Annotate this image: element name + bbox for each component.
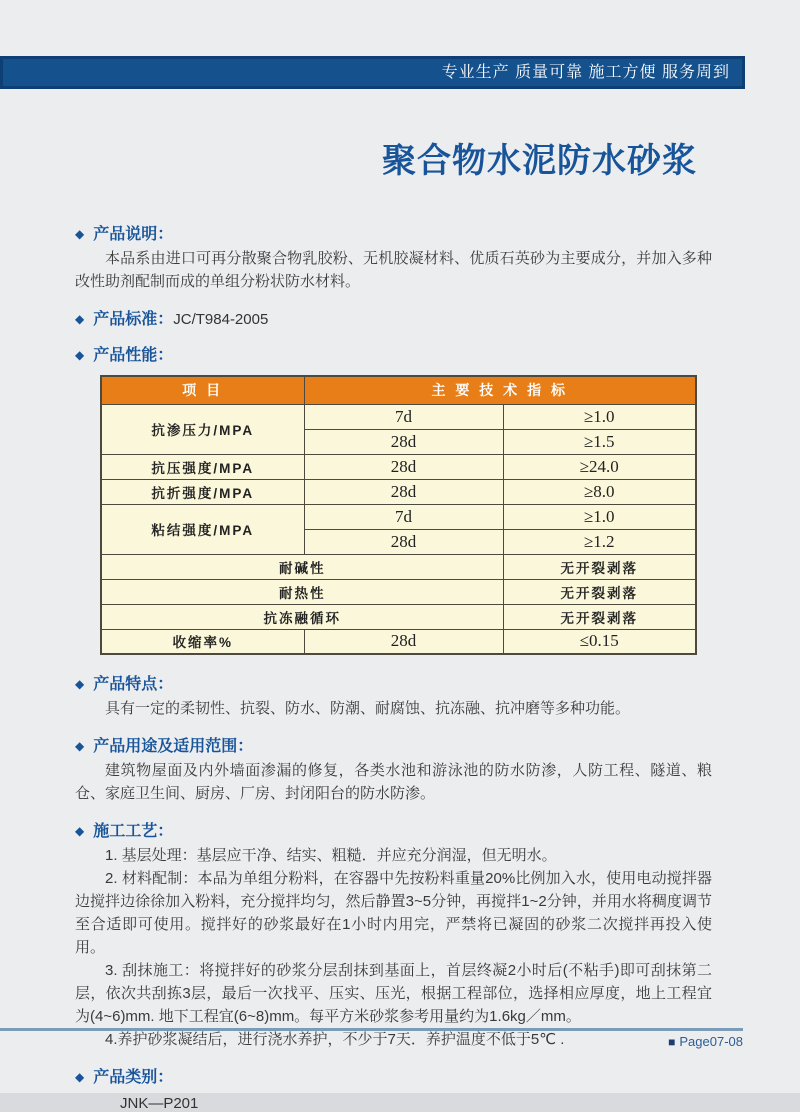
diamond-bullet-icon: ◆ — [75, 227, 85, 241]
process-step-3: 3. 刮抹施工：将搅拌好的砂浆分层刮抹到基面上，首层终凝2小时后(不粘手)即可刮抹第二层，依次共刮拣3层，最后一次找平、压实、压光，根据工程部位，选择相应厚度，地上工程宜为(4~6)mm. 地下工程宜(6~8)mm。每平方米砂浆参考用量约为1.6kg／mm。 — [75, 962, 712, 1025]
section-title: 产品说明： — [93, 226, 174, 243]
section-heading-process — [75, 818, 712, 841]
diamond-bullet-icon: ◆ — [75, 824, 85, 838]
table-row — [101, 554, 696, 579]
table-row — [101, 504, 696, 529]
diamond-bullet-icon: ◆ — [75, 677, 85, 691]
section-heading-usage — [75, 733, 712, 756]
section-title: 施工工艺： — [93, 823, 174, 840]
cell-bond-val-28d: ≥1.2 — [503, 529, 696, 554]
section-heading-description — [75, 221, 712, 244]
table-row — [101, 629, 696, 654]
process-step-1: 1. 基层处理：基层应干净、结实、粗糙．并应充分润湿，但无明水。 — [105, 847, 557, 864]
cell-flexural-label: 抗折强度/MPA — [101, 479, 304, 504]
cell-impermeability-age-28d: 28d — [304, 429, 503, 454]
top-banner — [0, 56, 745, 89]
cell-freeze-label: 抗冻融循环 — [101, 604, 503, 629]
features-text: 具有一定的柔韧性、抗裂、防水、防潮、耐腐蚀、抗冻融、抗冲磨等多种功能。 — [105, 700, 631, 717]
cell-impermeability-val-28d: ≥1.5 — [503, 429, 696, 454]
section-title: 产品类别： — [93, 1069, 174, 1086]
process-step-2: 2. 材料配制：本品为单组分粉料，在容器中先按粉料重量20%比例加入水，使用电动搅拌器边搅拌边徐徐加入粉料，充分搅拌均匀，然后静置3~5分钟，再搅拌1~2分钟，并用水将稠度调节至合适即可使用。搅拌好的砂浆最好在1小时内用完，严禁将已凝固的砂浆二次搅拌再投入使用。 — [75, 870, 712, 956]
table-row — [101, 579, 696, 604]
section-heading-standard — [75, 306, 712, 329]
section-title: 产品标准： — [93, 311, 174, 328]
section-heading-category — [75, 1064, 712, 1087]
table-row — [101, 454, 696, 479]
cell-shrinkage-age: 28d — [304, 629, 503, 654]
table-row — [101, 479, 696, 504]
diamond-bullet-icon: ◆ — [75, 739, 85, 753]
usage-text: 建筑物屋面及内外墙面渗漏的修复，各类水池和游泳池的防水防渗，人防工程、隧道、粮仓、家庭卫生间、厨房、厂房、封闭阳台的防水防渗。 — [75, 762, 712, 802]
section-heading-features — [75, 671, 712, 694]
cell-shrinkage-val: ≤0.15 — [503, 629, 696, 654]
table-row — [101, 404, 696, 429]
table-header-item: 项 目 — [101, 376, 304, 404]
table-row — [101, 604, 696, 629]
standard-value: JC/T984-2005 — [173, 311, 269, 328]
section-title: 产品用途及适用范围： — [93, 738, 254, 755]
process-step-4: 4.养护砂浆凝结后，进行浇水养护，不少于7天．养护温度不低于5℃ . — [105, 1031, 565, 1048]
cell-alkali-label: 耐碱性 — [101, 554, 503, 579]
section-heading-performance — [75, 342, 712, 365]
diamond-bullet-icon: ◆ — [75, 1070, 85, 1084]
cell-heat-label: 耐热性 — [101, 579, 503, 604]
cell-heat-val: 无开裂剥落 — [503, 579, 696, 604]
cell-impermeability-label: 抗渗压力/MPA — [101, 404, 304, 454]
footer — [0, 1034, 743, 1049]
page-number: Page07-08 — [679, 1034, 743, 1049]
diamond-bullet-icon: ◆ — [75, 312, 85, 326]
cell-bond-val-7d: ≥1.0 — [503, 504, 696, 529]
diamond-bullet-icon: ◆ — [75, 348, 85, 362]
cell-impermeability-age-7d: 7d — [304, 404, 503, 429]
table-header-index: 主 要 技 术 指 标 — [304, 376, 696, 404]
cell-compressive-label: 抗压强度/MPA — [101, 454, 304, 479]
cell-compressive-age: 28d — [304, 454, 503, 479]
cell-shrinkage-label: 收缩率% — [101, 629, 304, 654]
section-title: 产品性能： — [93, 347, 174, 364]
cell-bond-age-7d: 7d — [304, 504, 503, 529]
footer-divider — [0, 1028, 743, 1031]
cell-bond-age-28d: 28d — [304, 529, 503, 554]
table-header-row — [101, 376, 696, 404]
performance-table — [100, 375, 697, 655]
banner-slogan: 专业生产 质量可靠 施工方便 服务周到 — [441, 64, 730, 81]
cell-flexural-age: 28d — [304, 479, 503, 504]
cell-flexural-val: ≥8.0 — [503, 479, 696, 504]
content — [75, 215, 712, 1112]
description-text: 本品系由进口可再分散聚合物乳胶粉、无机胶凝材料、优质石英砂为主要成分，并加入多种改性助剂配制而成的单组分粉状防水材料。 — [75, 250, 712, 290]
page-marker-icon: ■ — [668, 1035, 676, 1049]
category-value: JNK—P201 — [120, 1095, 199, 1112]
cell-compressive-val: ≥24.0 — [503, 454, 696, 479]
cell-freeze-val: 无开裂剥落 — [503, 604, 696, 629]
cell-impermeability-val-7d: ≥1.0 — [503, 404, 696, 429]
section-title: 产品特点： — [93, 676, 174, 693]
cell-bond-label: 粘结强度/MPA — [101, 504, 304, 554]
page-title: 聚合物水泥防水砂浆 — [382, 142, 697, 180]
cell-alkali-val: 无开裂剥落 — [503, 554, 696, 579]
